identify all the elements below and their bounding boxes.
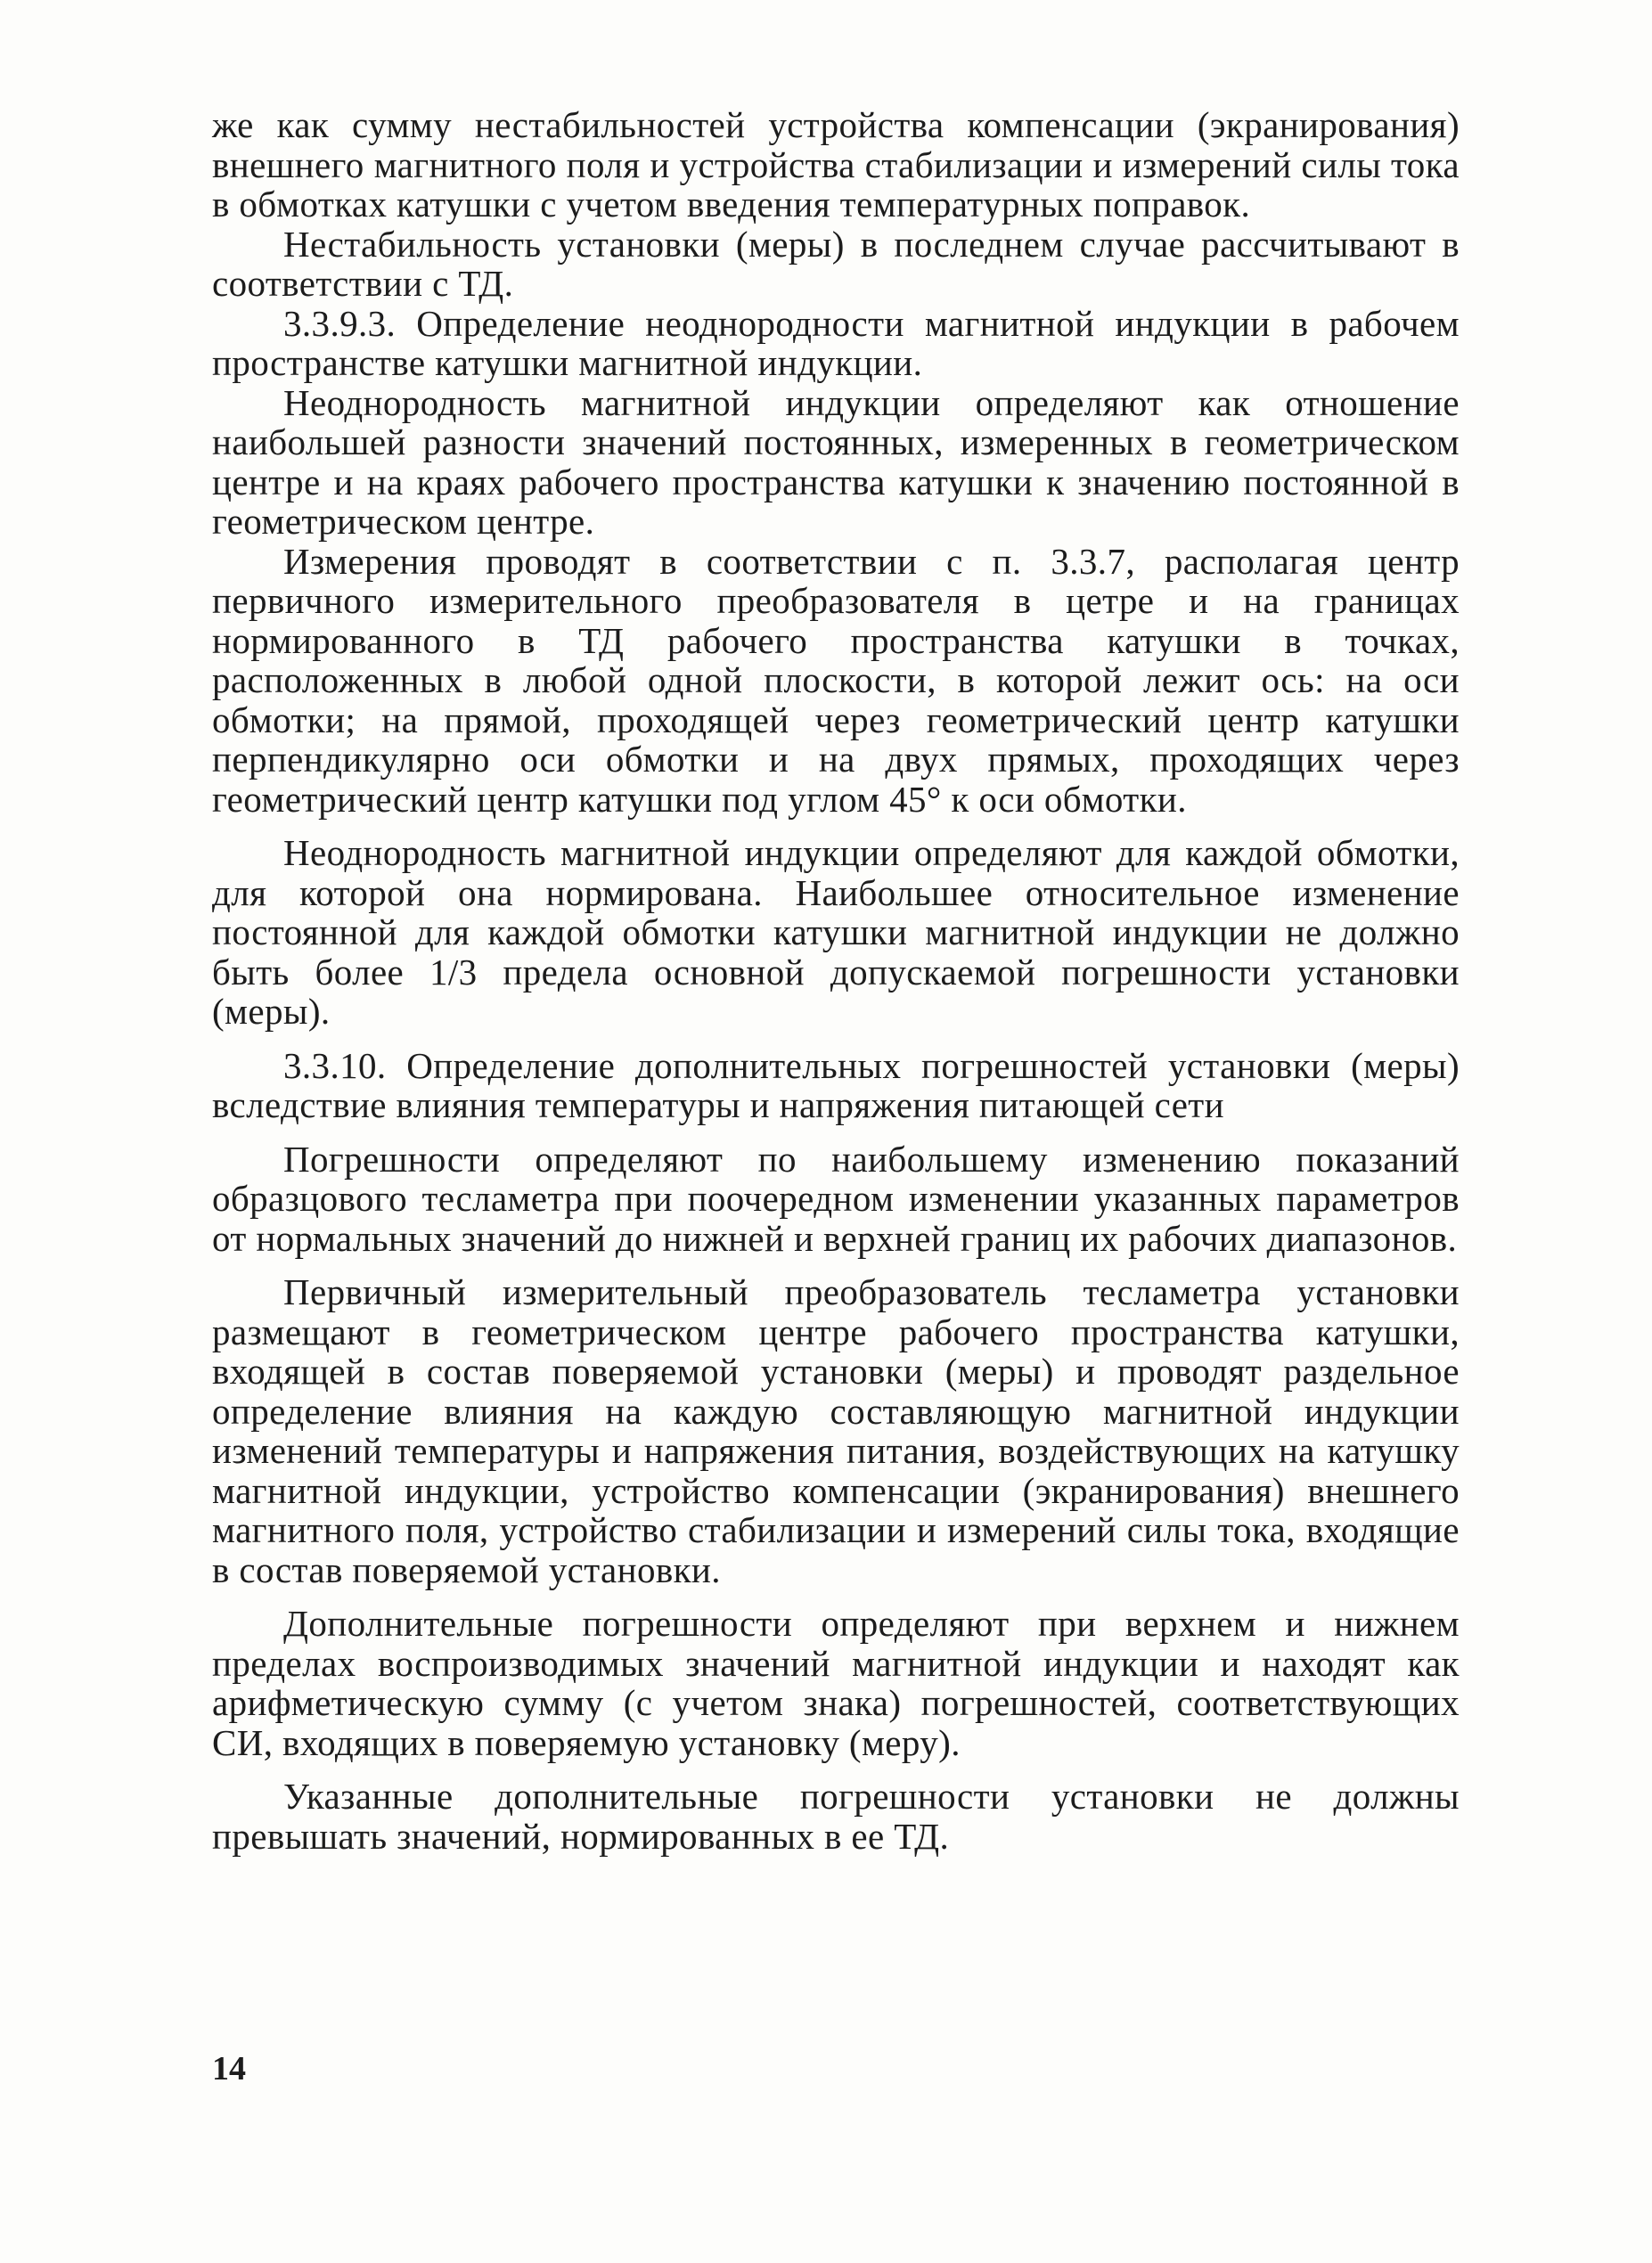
page-number: 14 (212, 2050, 246, 2087)
paragraph-errors-determination: Погрешности определяют по наибольшему изменению показаний образцового тесламетра при поочередном изменении указанных параметров от нормальных значений до нижней и верхней границ их рабочих диапазонов. (212, 1138, 1460, 1259)
section-heading-3-3-10: 3.3.10. Определение дополнительных погрешностей установки (меры) вследствие влияния температуры и напряжения питающей сети (212, 1044, 1460, 1125)
section-heading-3-3-9-3: 3.3.9.3. Определение неоднородности магнитной индукции в рабочем пространстве катушки магнитной индукции. (212, 302, 1460, 383)
paragraph-additional-errors: Дополнительные погрешности определяют при верхнем и нижнем пределах воспроизводимых значений магнитной индукции и находят как арифметическую сумму (с учетом знака) погрешностей, соответствующих СИ, входящих в поверяемую установку (меру). (212, 1603, 1460, 1763)
paragraph-instability: Нестабильность установки (меры) в последнем случае рассчитывают в соответствии с ТД. (212, 223, 1460, 304)
body-text (212, 105, 1460, 1856)
paragraph-inhomogeneity-limit: Неоднородность магнитной индукции определяют для каждой обмотки, для которой она нормирована. Наибольшее относительное изменение постоянной для каждой обмотки катушки магнитной индукции не должно быть более 1/3 предела основной допускаемой погрешности установки (меры). (212, 832, 1460, 1032)
paragraph-transducer-placement: Первичный измерительный преобразователь тесламетра установки размещают в геометрическом центре рабочего пространства катушки, входящей в состав поверяемой установки (меры) и проводят раздельное определение влияния на каждую составляющую магнитной индукции изменений температуры и напряжения питания, воздействующих на катушку магнитной индукции, устройство компенсации (экранирования) внешнего магнитного поля, устройство стабилизации и измерений силы тока, входящие в состав поверяемой установки. (212, 1271, 1460, 1590)
paragraph-errors-limit: Указанные дополнительные погрешности установки не должны превышать значений, нормированных в ее ТД. (212, 1776, 1460, 1857)
paragraph-measurements: Измерения проводят в соответствии с п. 3.3.7, располагая центр первичного измерительного преобразователя в цетре и на границах нормированного в ТД рабочего пространства катушки в точках, расположенных в любой одной плоскости, в которой лежит ось: на оси обмотки; на прямой, проходящей через геометрический центр катушки перпендикулярно оси обмотки и на двух прямых, проходящих через геометрический центр катушки под углом 45° к оси обмотки. (212, 540, 1460, 820)
paragraph-inhomogeneity-definition: Неоднородность магнитной индукции определяют как отношение наибольшей разности значений постоянных, измеренных в геометрическом центре и на краях рабочего пространства катушки к значению постоянной в геометрическом центре. (212, 381, 1460, 542)
paragraph-continuation: же как сумму нестабильностей устройства компенсации (экранирования) внешнего магнитного поля и устройства стабилизации и измерений силы тока в обмотках катушки с учетом введения температурных поправок. (212, 104, 1460, 225)
